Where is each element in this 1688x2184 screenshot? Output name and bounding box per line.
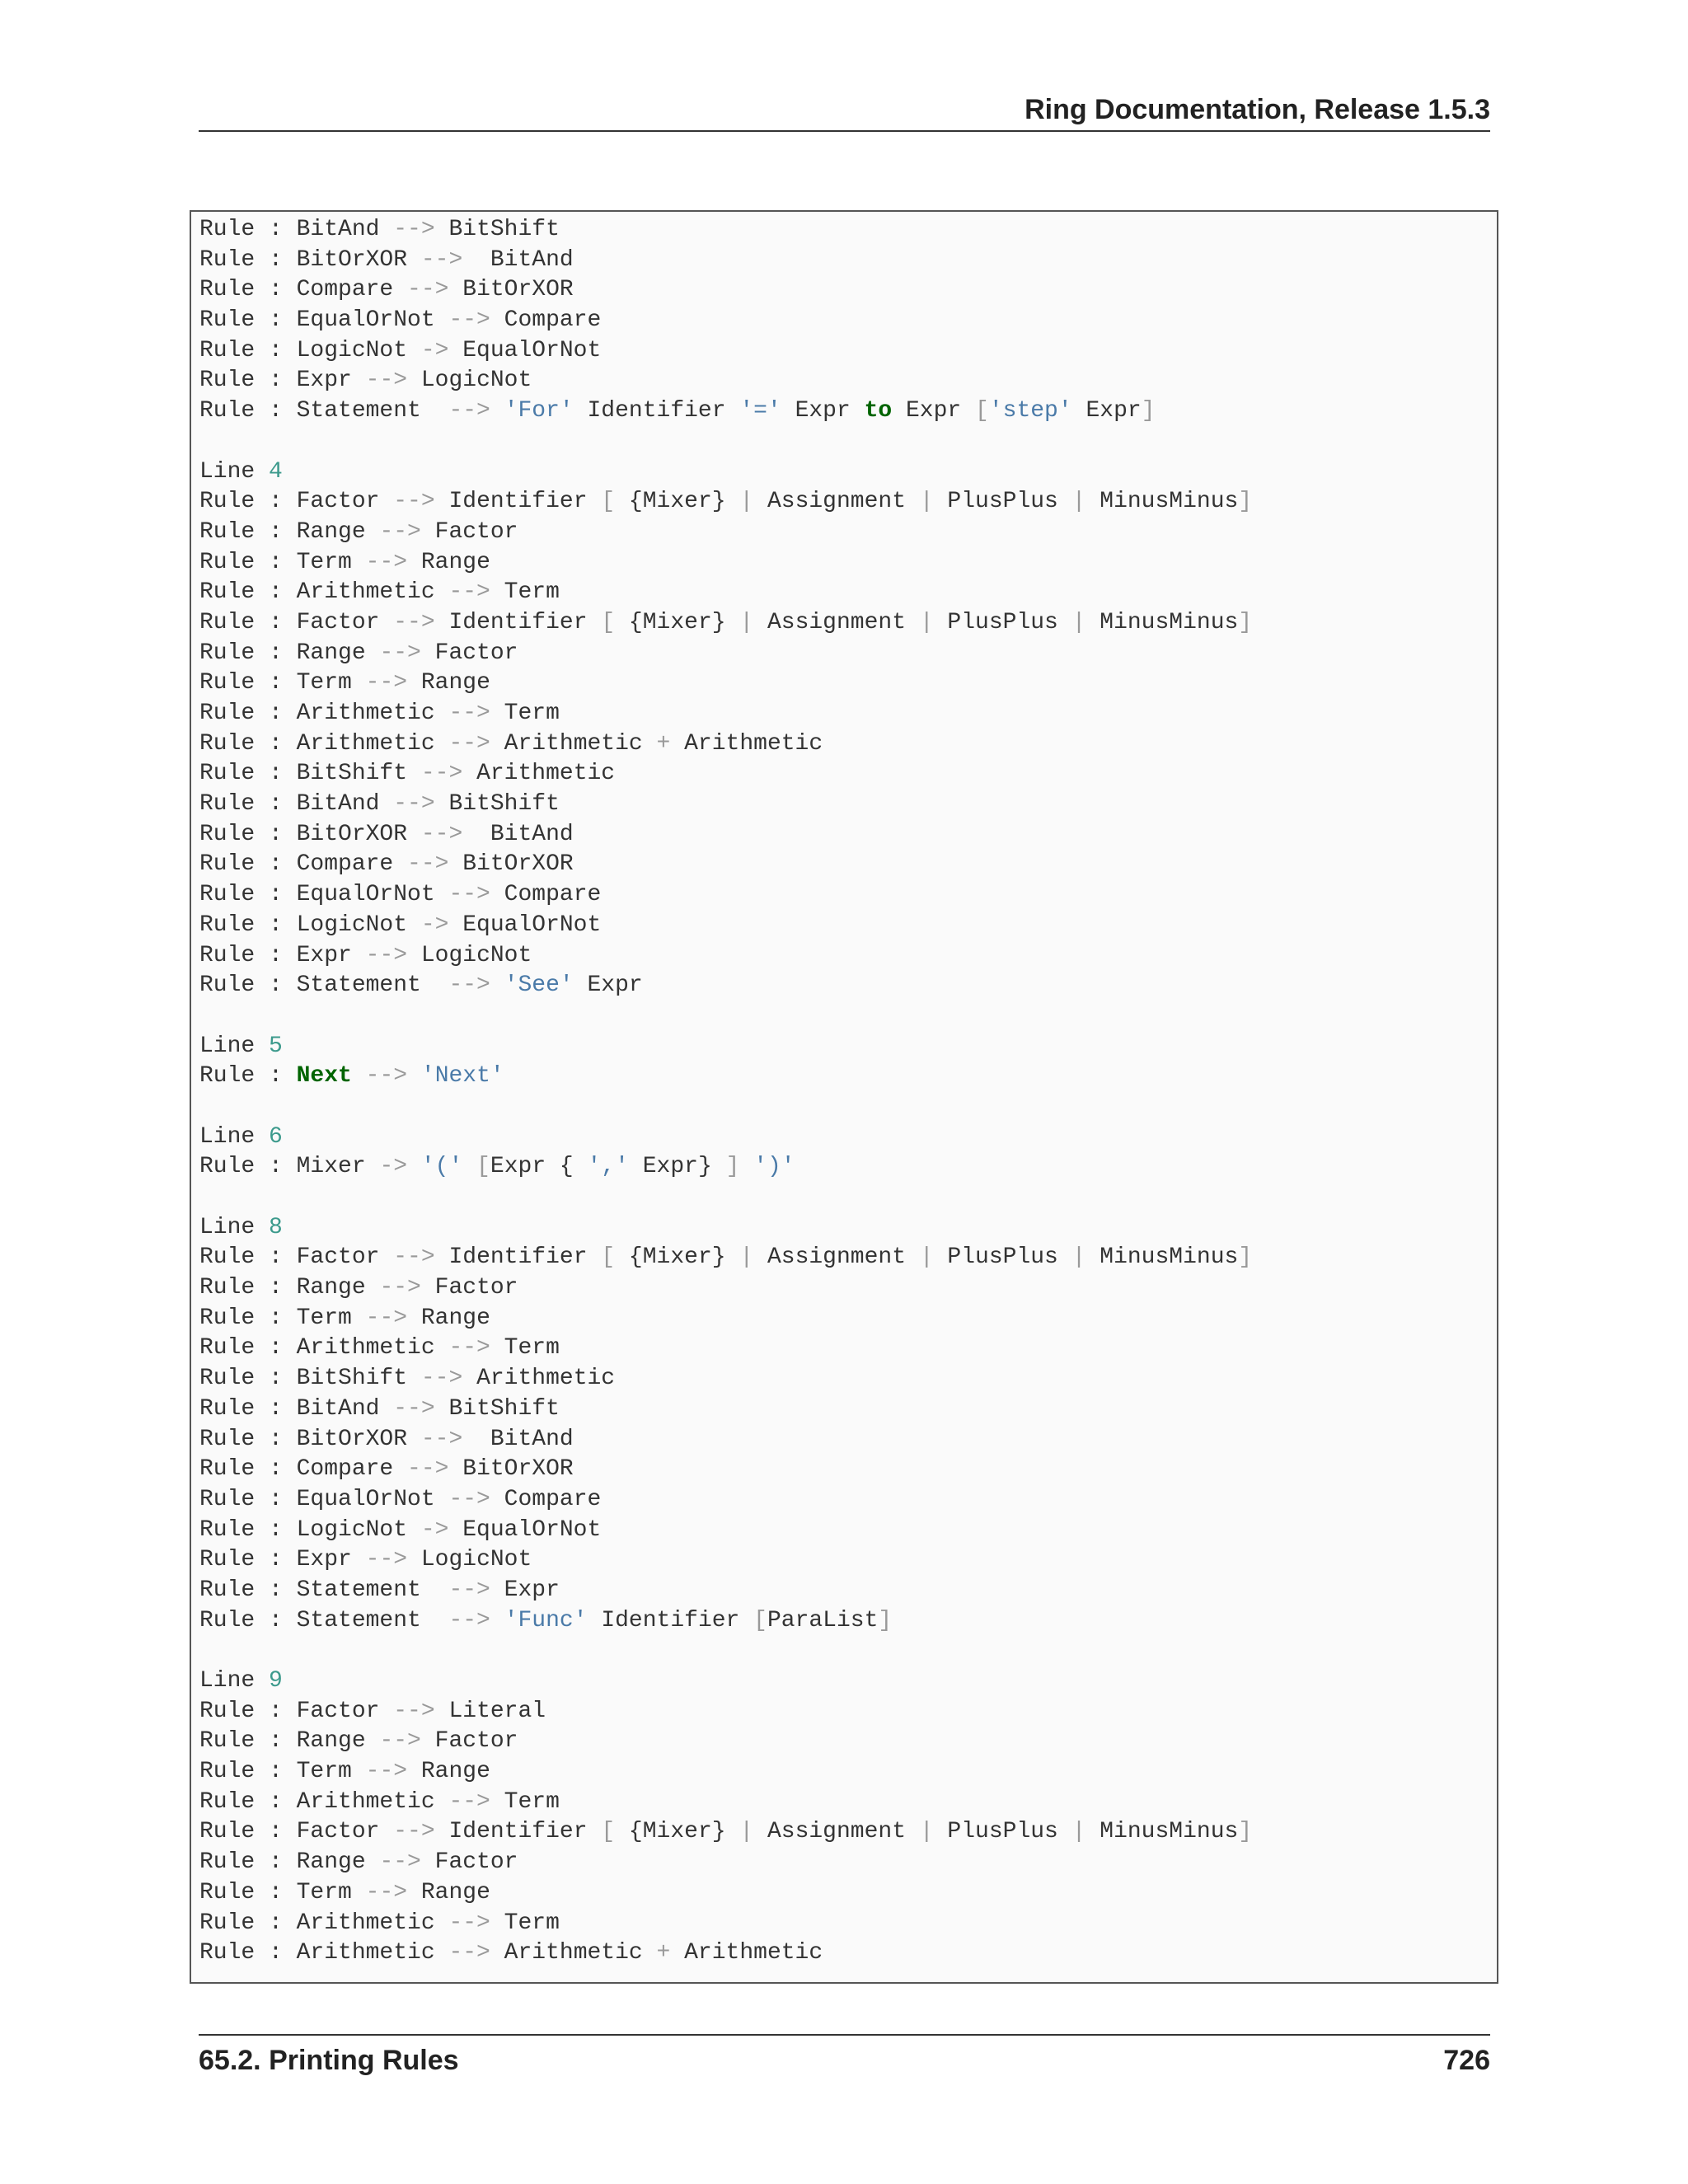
code-block [190,210,1498,1984]
page-footer [199,2034,1490,2083]
code-rule-line: Rule : EqualOrNot --> Compare [199,307,602,334]
code-rule-line: Rule : Arithmetic --> Term [199,701,560,726]
code-rule-line: Rule : BitOrXOR --> BitAnd [199,1426,574,1452]
code-line-marker: Line 5 [199,1033,283,1059]
code-rule-line: Rule : Term --> Range [199,1879,490,1905]
code-line-marker: Line 9 [199,1668,283,1694]
code-rule-line: Rule : Mixer -> '(' [Expr { ',' Expr} ] ')' [199,1154,795,1180]
code-rule-line: Rule : Arithmetic --> Term [199,579,560,606]
code-rule-line: Rule : Expr --> LogicNot [199,942,532,968]
code-rule-line: Rule : Statement --> 'For' Identifier '=' Expr to Expr ['step' Expr] [199,398,1156,424]
code-line-marker: Line 6 [199,1123,283,1150]
code-rule-line: Rule : BitAnd --> BitShift [199,217,560,242]
code-listing [199,215,1252,1969]
code-blank-line [199,1183,1252,1213]
code-rule-line: Rule : Term --> Range [199,670,490,696]
code-line-marker: Line 4 [199,458,283,485]
code-rule-line: Rule : LogicNot -> EqualOrNot [199,337,602,363]
code-rule-line: Rule : Range --> Factor [199,1728,518,1755]
code-rule-line: Rule : LogicNot -> EqualOrNot [199,1516,602,1543]
code-rule-line: Rule : Range --> Factor [199,1849,518,1876]
code-rule-line: Rule : Factor --> Literal [199,1698,546,1724]
code-rule-line: Rule : BitOrXOR --> BitAnd [199,246,574,273]
document-title: Ring Documentation, Release 1.5.3 [1025,94,1490,125]
code-rule-line: Rule : Arithmetic --> Term [199,1335,560,1361]
code-rule-line: Rule : Factor --> Identifier [ {Mixer} | Assignment | PlusPlus | MinusMinus] [199,489,1253,515]
code-blank-line [199,1636,1252,1666]
code-rule-line: Rule : Term --> Range [199,1305,490,1331]
code-rule-line: Rule : EqualOrNot --> Compare [199,882,602,908]
code-rule-line: Rule : Statement --> 'See' Expr [199,972,643,999]
code-line-marker: Line 8 [199,1214,283,1240]
section-title: 65.2. Printing Rules [199,2045,459,2076]
code-blank-line [199,1092,1252,1122]
code-rule-line: Rule : Arithmetic --> Arithmetic + Arithmetic [199,730,823,757]
code-rule-line: Rule : Expr --> LogicNot [199,368,532,394]
page-number: 726 [1443,2045,1490,2076]
code-rule-line: Rule : BitShift --> Arithmetic [199,761,616,787]
code-rule-line: Rule : Factor --> Identifier [ {Mixer} | Assignment | PlusPlus | MinusMinus] [199,1244,1253,1271]
code-rule-line: Rule : Statement --> 'Func' Identifier [ParaList] [199,1607,893,1633]
code-rule-line: Rule : Factor --> Identifier [ {Mixer} | Assignment | PlusPlus | MinusMinus] [199,1819,1253,1845]
code-blank-line [199,1001,1252,1032]
code-rule-line: Rule : Compare --> BitOrXOR [199,851,574,878]
code-rule-line: Rule : Range --> Factor [199,640,518,666]
code-rule-line: Rule : Arithmetic --> Term [199,1910,560,1936]
code-rule-line: Rule : BitOrXOR --> BitAnd [199,821,574,847]
code-rule-line: Rule : LogicNot -> EqualOrNot [199,912,602,938]
code-rule-line: Rule : Factor --> Identifier [ {Mixer} | Assignment | PlusPlus | MinusMinus] [199,609,1253,635]
code-rule-line: Rule : Range --> Factor [199,518,518,545]
code-rule-line: Rule : Arithmetic --> Term [199,1788,560,1815]
code-blank-line [199,427,1252,457]
code-rule-line: Rule : Compare --> BitOrXOR [199,1456,574,1483]
code-rule-line: Rule : Next --> 'Next' [199,1063,504,1090]
code-rule-line: Rule : Compare --> BitOrXOR [199,277,574,303]
page-header [199,89,1490,132]
code-rule-line: Rule : BitAnd --> BitShift [199,1395,560,1422]
code-rule-line: Rule : Arithmetic --> Arithmetic + Arithmetic [199,1940,823,1966]
code-rule-line: Rule : Expr --> LogicNot [199,1547,532,1573]
code-rule-line: Rule : Statement --> Expr [199,1577,560,1603]
code-rule-line: Rule : Range --> Factor [199,1275,518,1301]
code-rule-line: Rule : Term --> Range [199,549,490,575]
code-rule-line: Rule : EqualOrNot --> Compare [199,1486,602,1512]
code-rule-line: Rule : Term --> Range [199,1759,490,1785]
code-rule-line: Rule : BitShift --> Arithmetic [199,1366,616,1392]
code-rule-line: Rule : BitAnd --> BitShift [199,791,560,818]
